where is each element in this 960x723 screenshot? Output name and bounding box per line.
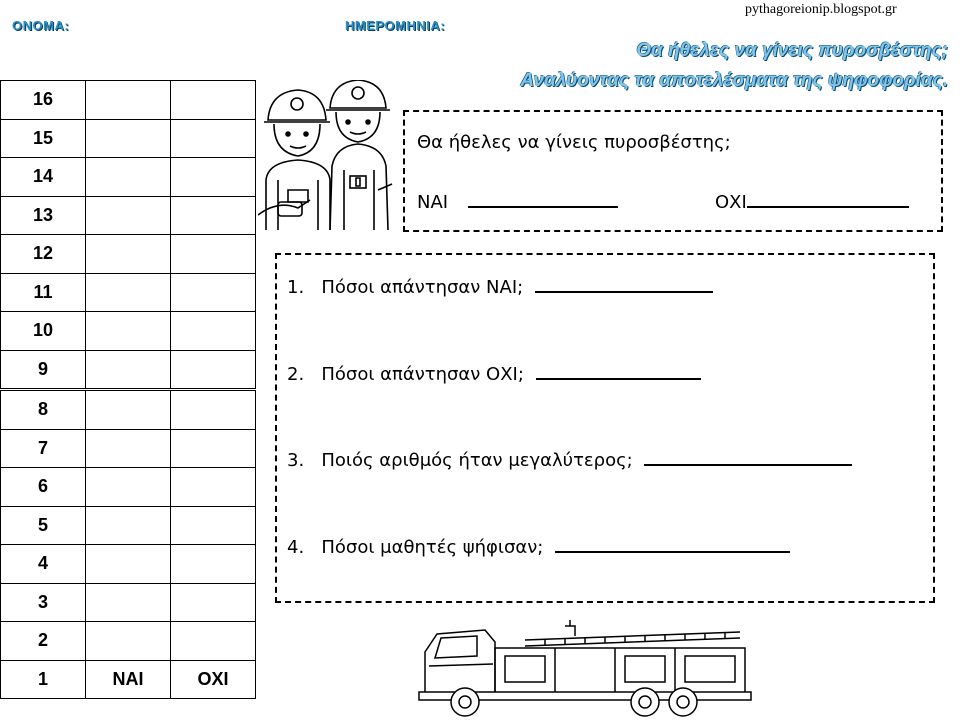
no-cell[interactable] bbox=[171, 429, 256, 468]
table-row bbox=[1, 660, 256, 699]
yes-cell[interactable] bbox=[86, 622, 171, 661]
row-number: 8 bbox=[1, 390, 86, 430]
row-number: 11 bbox=[1, 273, 86, 312]
question-number: 3. bbox=[287, 450, 305, 471]
row-number: 16 bbox=[1, 81, 86, 120]
yes-cell[interactable] bbox=[86, 350, 171, 390]
yes-blank-line[interactable] bbox=[468, 190, 618, 208]
table-row bbox=[1, 273, 256, 312]
table-row bbox=[1, 158, 256, 197]
table-row bbox=[1, 119, 256, 158]
table-row bbox=[1, 196, 256, 235]
no-cell[interactable] bbox=[171, 545, 256, 584]
table-row bbox=[1, 545, 256, 584]
answer-line-4[interactable] bbox=[555, 535, 790, 553]
row-number: 3 bbox=[1, 583, 86, 622]
answer-line-3[interactable] bbox=[644, 448, 852, 466]
answer-line-2[interactable] bbox=[536, 362, 701, 380]
question-text: Πόσοι απάντησαν ΝΑΙ; bbox=[321, 277, 524, 298]
no-cell[interactable] bbox=[171, 468, 256, 507]
question-2 bbox=[287, 362, 701, 385]
table-row bbox=[1, 622, 256, 661]
no-label: ΟΧΙ bbox=[715, 192, 747, 213]
question-text: Πόσοι μαθητές ψήφισαν; bbox=[321, 537, 544, 558]
date-label: ΗΜΕΡΟΜΗΝΙΑ: bbox=[345, 18, 446, 33]
question-number: 2. bbox=[287, 364, 305, 385]
yes-cell[interactable] bbox=[86, 583, 171, 622]
table-row bbox=[1, 468, 256, 507]
row-number: 5 bbox=[1, 506, 86, 545]
title-line-2: Αναλύοντας τα αποτελέσματα της ψηφοφορίας. bbox=[520, 70, 948, 91]
no-answer-row bbox=[715, 190, 909, 213]
question-4 bbox=[287, 535, 790, 558]
table-row bbox=[1, 81, 256, 120]
question-text: Πόσοι απάντησαν ΟΧΙ; bbox=[321, 364, 524, 385]
no-cell[interactable] bbox=[171, 273, 256, 312]
yes-cell[interactable] bbox=[86, 429, 171, 468]
row-number: 9 bbox=[1, 350, 86, 390]
table-row bbox=[1, 235, 256, 274]
no-cell[interactable] bbox=[171, 119, 256, 158]
fire-truck-icon bbox=[415, 612, 755, 718]
yes-cell[interactable] bbox=[86, 235, 171, 274]
column-header-yes: ΝΑΙ bbox=[86, 660, 171, 699]
question-3 bbox=[287, 448, 852, 471]
tally-table-wrapper bbox=[0, 80, 256, 699]
row-number: 15 bbox=[1, 119, 86, 158]
fire-truck-illustration bbox=[415, 612, 755, 718]
no-blank-line[interactable] bbox=[747, 190, 909, 208]
row-number: 14 bbox=[1, 158, 86, 197]
question-number: 1. bbox=[287, 277, 305, 298]
yes-label: ΝΑΙ bbox=[417, 192, 449, 213]
yes-cell[interactable] bbox=[86, 81, 171, 120]
name-label: ΟΝΟΜΑ: bbox=[12, 18, 70, 33]
no-cell[interactable] bbox=[171, 390, 256, 430]
no-cell[interactable] bbox=[171, 196, 256, 235]
yes-cell[interactable] bbox=[86, 312, 171, 351]
no-cell[interactable] bbox=[171, 81, 256, 120]
questions-box bbox=[275, 253, 935, 603]
no-cell[interactable] bbox=[171, 350, 256, 390]
no-cell[interactable] bbox=[171, 506, 256, 545]
firefighters-icon bbox=[258, 80, 398, 230]
tally-table bbox=[0, 80, 256, 699]
row-number: 13 bbox=[1, 196, 86, 235]
yes-cell[interactable] bbox=[86, 273, 171, 312]
yes-cell[interactable] bbox=[86, 390, 171, 430]
table-row bbox=[1, 506, 256, 545]
no-cell[interactable] bbox=[171, 583, 256, 622]
row-number: 4 bbox=[1, 545, 86, 584]
table-row bbox=[1, 429, 256, 468]
survey-question: Θα ήθελες να γίνεις πυροσβέστης; bbox=[417, 132, 731, 153]
row-number: 2 bbox=[1, 622, 86, 661]
title-line-1: Θα ήθελες να γίνεις πυροσβέστης; bbox=[636, 40, 948, 61]
table-row bbox=[1, 390, 256, 430]
yes-cell[interactable] bbox=[86, 545, 171, 584]
row-number: 12 bbox=[1, 235, 86, 274]
table-row bbox=[1, 312, 256, 351]
row-number: 6 bbox=[1, 468, 86, 507]
yes-cell[interactable] bbox=[86, 468, 171, 507]
table-row bbox=[1, 583, 256, 622]
yes-cell[interactable] bbox=[86, 158, 171, 197]
row-number: 1 bbox=[1, 660, 86, 699]
row-number: 7 bbox=[1, 429, 86, 468]
row-number: 10 bbox=[1, 312, 86, 351]
yes-cell[interactable] bbox=[86, 119, 171, 158]
firefighters-illustration bbox=[258, 80, 398, 230]
yes-cell[interactable] bbox=[86, 196, 171, 235]
yes-cell[interactable] bbox=[86, 506, 171, 545]
survey-box bbox=[403, 110, 943, 232]
no-cell[interactable] bbox=[171, 312, 256, 351]
column-header-no: ΟΧΙ bbox=[171, 660, 256, 699]
no-cell[interactable] bbox=[171, 235, 256, 274]
no-cell[interactable] bbox=[171, 622, 256, 661]
yes-answer-row bbox=[417, 190, 618, 213]
question-text: Ποιός αριθμός ήταν μεγαλύτερος; bbox=[321, 450, 633, 471]
answer-line-1[interactable] bbox=[535, 275, 713, 293]
question-number: 4. bbox=[287, 537, 305, 558]
table-row bbox=[1, 350, 256, 390]
question-1 bbox=[287, 275, 713, 298]
site-url: pythagoreionip.blogspot.gr bbox=[745, 2, 897, 17]
no-cell[interactable] bbox=[171, 158, 256, 197]
